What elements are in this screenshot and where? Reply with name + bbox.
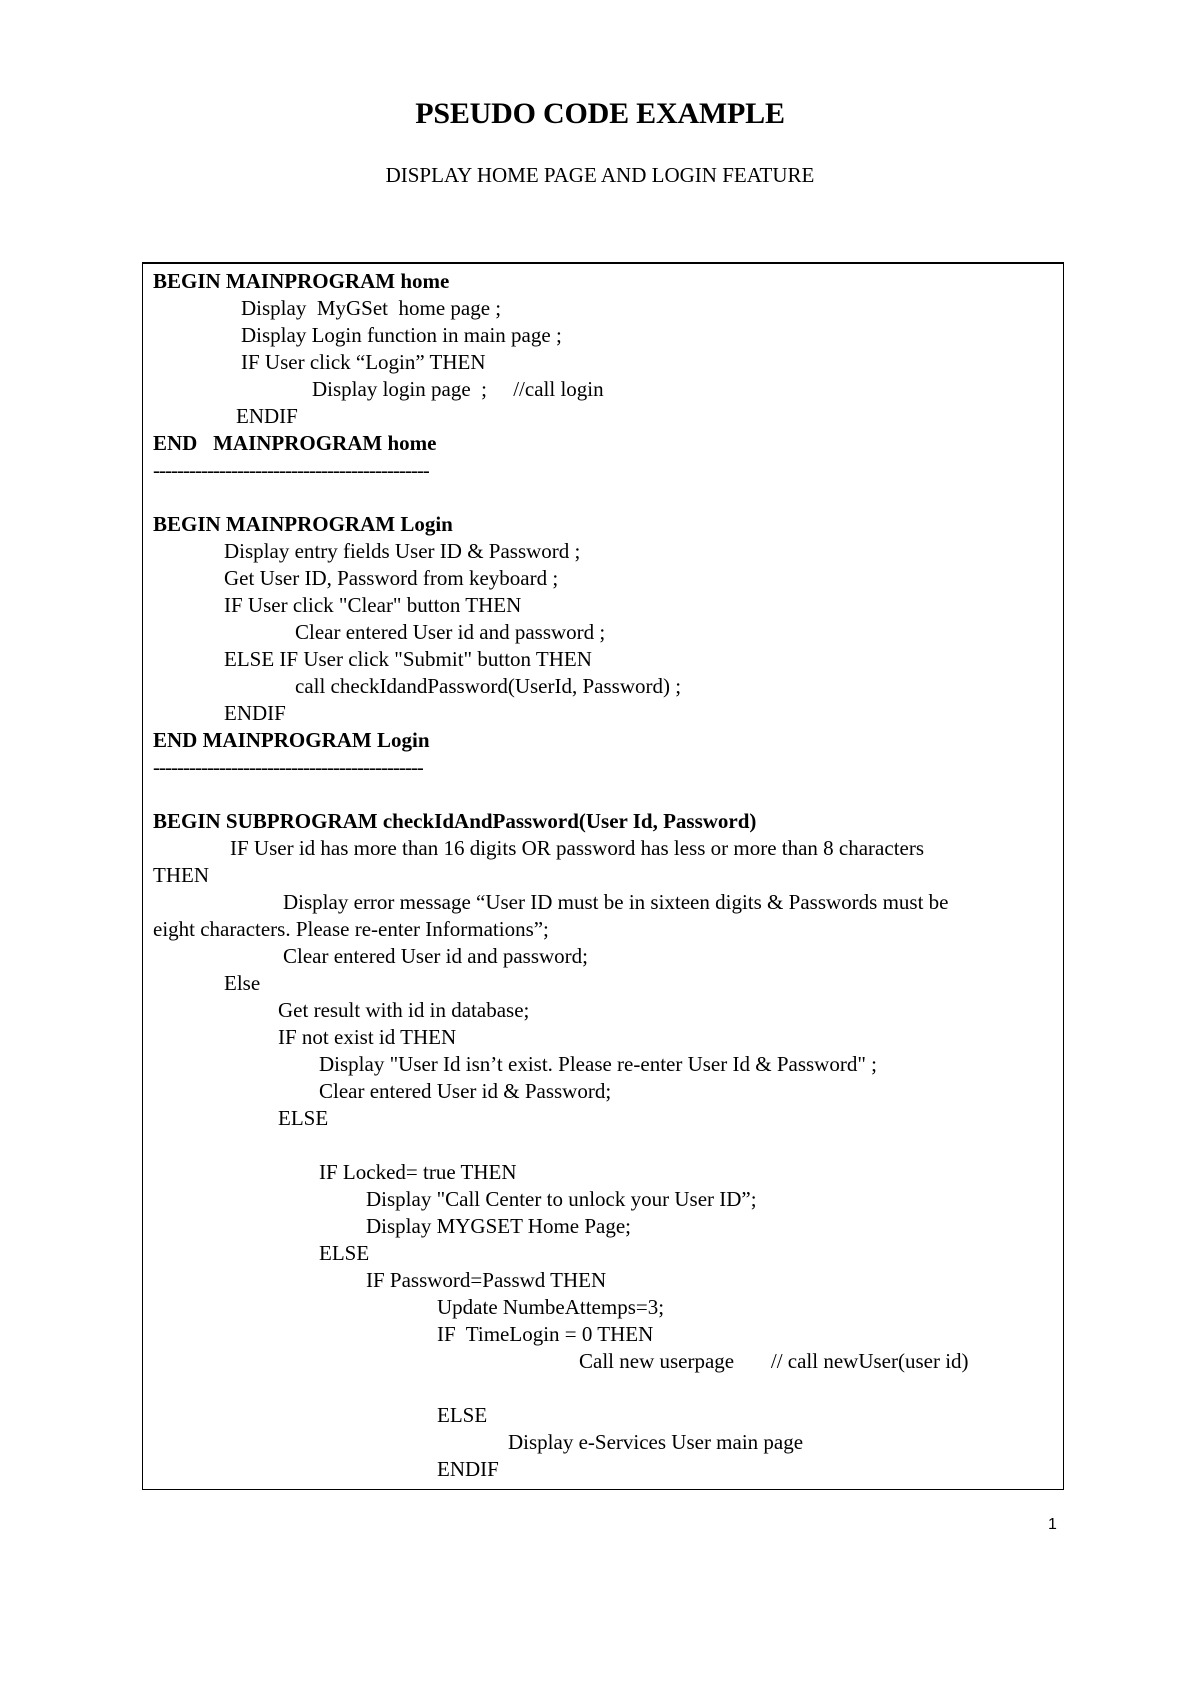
code-line: ELSE xyxy=(319,1241,370,1265)
code-line: Display login page ; //call login xyxy=(312,377,604,401)
code-line: Display "User Id isn’t exist. Please re-enter User Id & Password" ; xyxy=(319,1052,877,1076)
code-line: ENDIF xyxy=(236,404,298,428)
code-line: END MAINPROGRAM Login xyxy=(153,728,430,752)
document-subtitle: DISPLAY HOME PAGE AND LOGIN FEATURE xyxy=(385,163,815,187)
code-line: Display error message “User ID must be in sixteen digits & Passwords must be xyxy=(283,890,949,914)
code-line: Clear entered User id and password; xyxy=(283,944,588,968)
separator-line: ---------------------------------------------- xyxy=(153,458,429,482)
code-line: IF TimeLogin = 0 THEN xyxy=(437,1322,654,1346)
code-line: IF Locked= true THEN xyxy=(319,1160,517,1184)
code-line: IF User click “Login” THEN xyxy=(241,350,486,374)
code-line: Else xyxy=(224,971,261,995)
code-line: Display MyGSet home page ; xyxy=(241,296,502,320)
code-line: Clear entered User id and password ; xyxy=(295,620,606,644)
page-number: 1 xyxy=(1048,1516,1057,1533)
code-line: IF Password=Passwd THEN xyxy=(366,1268,607,1292)
code-line: ENDIF xyxy=(224,701,286,725)
code-line: Update NumbeAttemps=3; xyxy=(437,1295,665,1319)
code-line: BEGIN MAINPROGRAM Login xyxy=(153,512,453,536)
code-line: BEGIN SUBPROGRAM checkIdAndPassword(User Id, Password) xyxy=(153,809,757,833)
code-line: Call new userpage // call newUser(user id) xyxy=(579,1349,969,1373)
code-line: ELSE IF User click "Submit" button THEN xyxy=(224,647,592,671)
separator-line: --------------------------------------------- xyxy=(153,755,423,779)
code-line: END MAINPROGRAM home xyxy=(153,431,437,455)
pseudo-code-box xyxy=(142,262,1064,1490)
code-line: Display e-Services User main page xyxy=(508,1430,804,1454)
code-line: Clear entered User id & Password; xyxy=(319,1079,612,1103)
code-line: THEN xyxy=(153,863,209,887)
code-line: Get User ID, Password from keyboard ; xyxy=(224,566,559,590)
code-line: IF not exist id THEN xyxy=(278,1025,457,1049)
document-title: PSEUDO CODE EXAMPLE xyxy=(415,97,785,130)
code-line: BEGIN MAINPROGRAM home xyxy=(153,269,450,293)
code-line: IF User click "Clear" button THEN xyxy=(224,593,522,617)
code-line: ENDIF xyxy=(437,1457,499,1481)
code-line: Display MYGSET Home Page; xyxy=(366,1214,632,1238)
code-line: ELSE xyxy=(437,1403,488,1427)
code-line: ELSE xyxy=(278,1106,329,1130)
code-line: eight characters. Please re-enter Informations”; xyxy=(153,917,549,941)
code-line: Display "Call Center to unlock your User ID”; xyxy=(366,1187,757,1211)
code-line: Display entry fields User ID & Password ; xyxy=(224,539,581,563)
code-line: call checkIdandPassword(UserId, Password) ; xyxy=(295,674,682,698)
code-line: Display Login function in main page ; xyxy=(241,323,562,347)
code-line: Get result with id in database; xyxy=(278,998,530,1022)
code-line: IF User id has more than 16 digits OR password has less or more than 8 characters xyxy=(230,836,925,860)
